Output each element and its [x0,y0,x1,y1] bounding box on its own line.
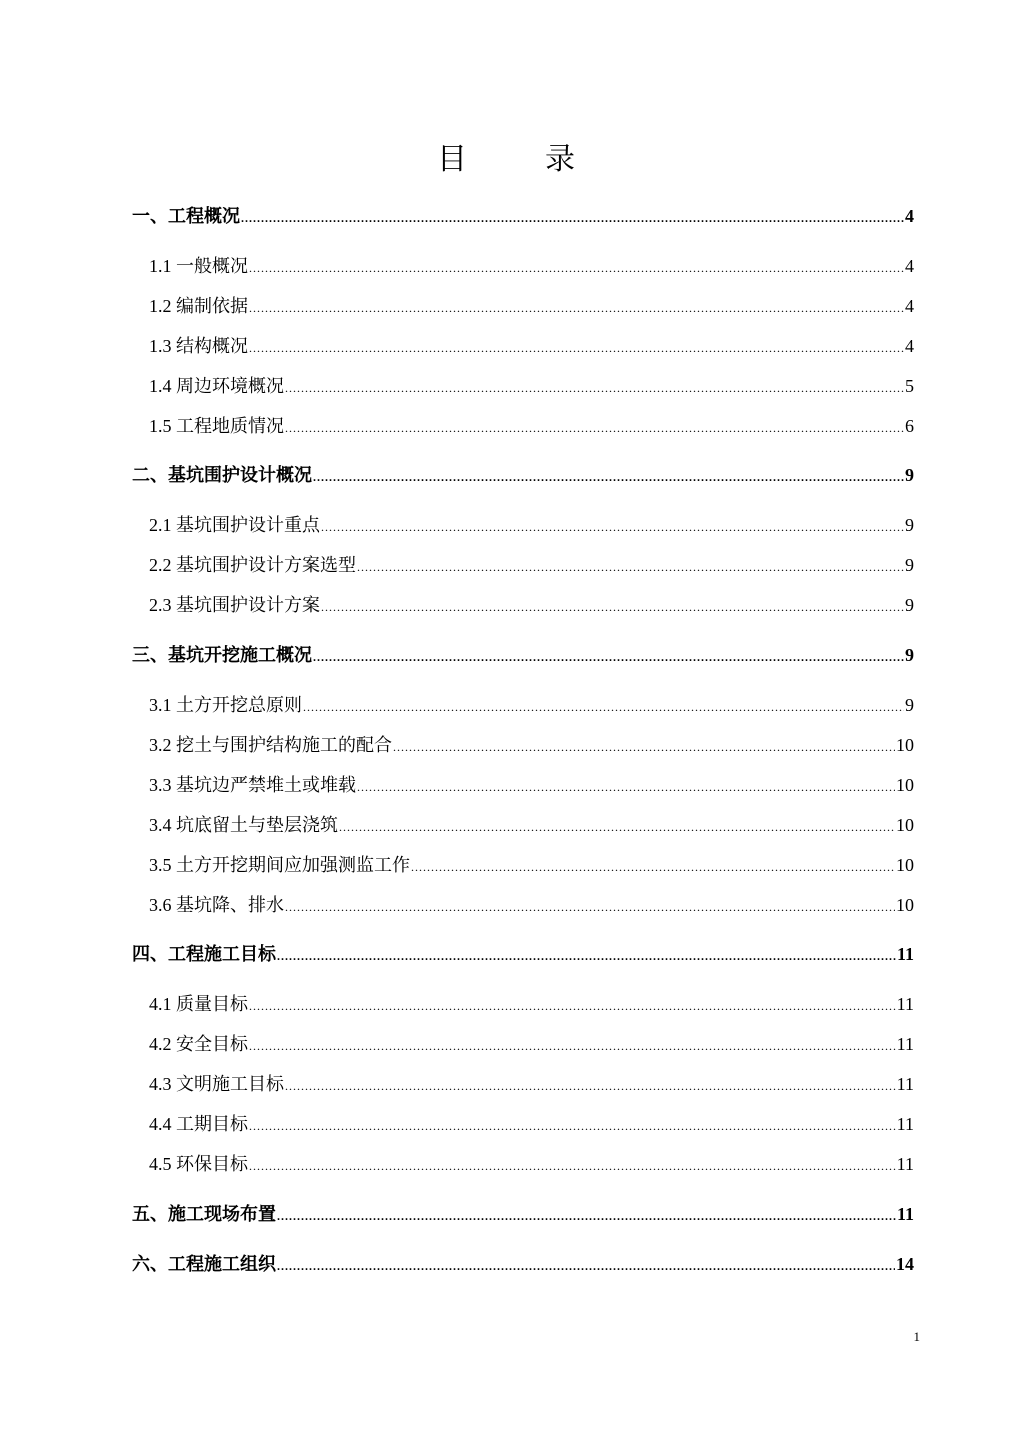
toc-entry-page: 9 [905,595,914,615]
toc-entry-label: 3.6 基坑降、排水 [149,895,284,915]
toc-dot-leader [249,255,904,281]
toc-entry-label: 五、施工现场布置 [132,1204,276,1224]
toc-entry-label: 4.2 安全目标 [149,1034,248,1054]
toc-dot-leader [313,644,904,670]
toc-section-entry[interactable] [149,732,914,758]
toc-entry-page: 4 [905,296,914,316]
toc-section-entry[interactable] [149,413,914,439]
toc-section-entry[interactable] [149,812,914,838]
toc-section-entry[interactable] [149,772,914,798]
toc-dot-leader [303,694,904,720]
toc-dot-leader [411,854,895,880]
toc-entry-page: 4 [905,336,914,356]
toc-chapter-entry[interactable] [132,462,914,488]
toc-chapter-entry[interactable] [132,1201,914,1227]
toc-entry-label: 2.3 基坑围护设计方案 [149,595,320,615]
toc-entry-page: 6 [905,416,914,436]
toc-section-entry[interactable] [149,592,914,618]
toc-section-entry[interactable] [149,373,914,399]
toc-dot-leader [277,943,896,969]
toc-entry-label: 四、工程施工目标 [132,944,276,964]
toc-entry-label: 一、工程概况 [132,206,240,226]
toc-dot-leader [285,894,895,920]
toc-entry-label: 3.3 基坑边严禁堆土或堆载 [149,775,356,795]
toc-section-entry[interactable] [149,253,914,279]
toc-entry-label: 1.1 一般概况 [149,256,248,276]
toc-chapter-entry[interactable] [132,941,914,967]
toc-entry-page: 4 [905,206,914,226]
toc-chapter-entry[interactable] [132,642,914,668]
toc-entry-label: 4.5 环保目标 [149,1154,248,1174]
toc-section-entry[interactable] [149,1031,914,1057]
toc-entry-label: 3.5 土方开挖期间应加强测监工作 [149,855,410,875]
toc-entry-page: 5 [905,376,914,396]
toc-entry-page: 11 [896,944,914,964]
toc-section-entry[interactable] [149,552,914,578]
toc-entry-label: 六、工程施工组织 [132,1254,276,1274]
toc-dot-leader [249,1033,896,1059]
toc-section-entry[interactable] [149,692,914,718]
toc-entry-page: 10 [896,855,914,875]
toc-dot-leader [321,514,904,540]
toc-section-entry[interactable] [149,892,914,918]
toc-entry-label: 三、基坑开挖施工概况 [132,645,312,665]
toc-dot-leader [393,734,895,760]
toc-entry-label: 2.1 基坑围护设计重点 [149,515,320,535]
toc-dot-leader [357,774,895,800]
toc-section-entry[interactable] [149,1111,914,1137]
toc-entry-page: 9 [905,555,914,575]
toc-entry-page: 10 [896,895,914,915]
toc-entry-page: 4 [905,256,914,276]
toc-dot-leader [285,415,904,441]
toc-entry-page: 14 [896,1254,914,1274]
page-number: 1 [913,1329,920,1344]
toc-dot-leader [277,1203,896,1229]
toc-entry-page: 11 [896,994,914,1014]
toc-entry-page: 9 [905,515,914,535]
toc-entry-label: 4.1 质量目标 [149,994,248,1014]
toc-entry-label: 2.2 基坑围护设计方案选型 [149,555,356,575]
toc-entry-page: 9 [905,695,914,715]
toc-dot-leader [249,993,896,1019]
toc-section-entry[interactable] [149,293,914,319]
toc-dot-leader [241,205,904,231]
toc-entry-page: 9 [905,465,914,485]
toc-section-entry[interactable] [149,512,914,538]
toc-entry-page: 10 [896,815,914,835]
toc-section-entry[interactable] [149,1071,914,1097]
toc-entry-label: 1.5 工程地质情况 [149,416,284,436]
toc-dot-leader [357,554,904,580]
toc-entry-label: 4.4 工期目标 [149,1114,248,1134]
toc-entry-label: 3.1 土方开挖总原则 [149,695,302,715]
toc-entry-label: 1.2 编制依据 [149,296,248,316]
toc-entry-page: 11 [896,1154,914,1174]
toc-entry-label: 3.2 挖土与围护结构施工的配合 [149,735,392,755]
toc-entry-page: 10 [896,735,914,755]
toc-entry-page: 11 [896,1034,914,1054]
toc-dot-leader [249,295,904,321]
toc-chapter-entry[interactable] [132,1251,914,1277]
toc-chapter-entry[interactable] [132,203,914,229]
toc-title: 目录 [437,143,653,176]
toc-dot-leader [339,814,895,840]
toc-entry-page: 11 [896,1204,914,1224]
toc-dot-leader [249,1113,896,1139]
toc-dot-leader [277,1253,895,1279]
toc-entry-page: 9 [905,645,914,665]
toc-dot-leader [313,464,904,490]
toc-entry-label: 二、基坑围护设计概况 [132,465,312,485]
toc-section-entry[interactable] [149,852,914,878]
toc-entry-page: 10 [896,775,914,795]
toc-dot-leader [249,1153,896,1179]
toc-section-entry[interactable] [149,991,914,1017]
toc-entry-label: 1.4 周边环境概况 [149,376,284,396]
toc-entry-page: 11 [896,1074,914,1094]
toc-section-entry[interactable] [149,333,914,359]
toc-entry-label: 4.3 文明施工目标 [149,1074,284,1094]
toc-entry-page: 11 [896,1114,914,1134]
toc-dot-leader [285,375,904,401]
toc-section-entry[interactable] [149,1151,914,1177]
toc-entry-label: 3.4 坑底留土与垫层浇筑 [149,815,338,835]
toc-dot-leader [285,1073,896,1099]
toc-dot-leader [249,335,904,361]
toc-entry-label: 1.3 结构概况 [149,336,248,356]
toc-dot-leader [321,594,904,620]
